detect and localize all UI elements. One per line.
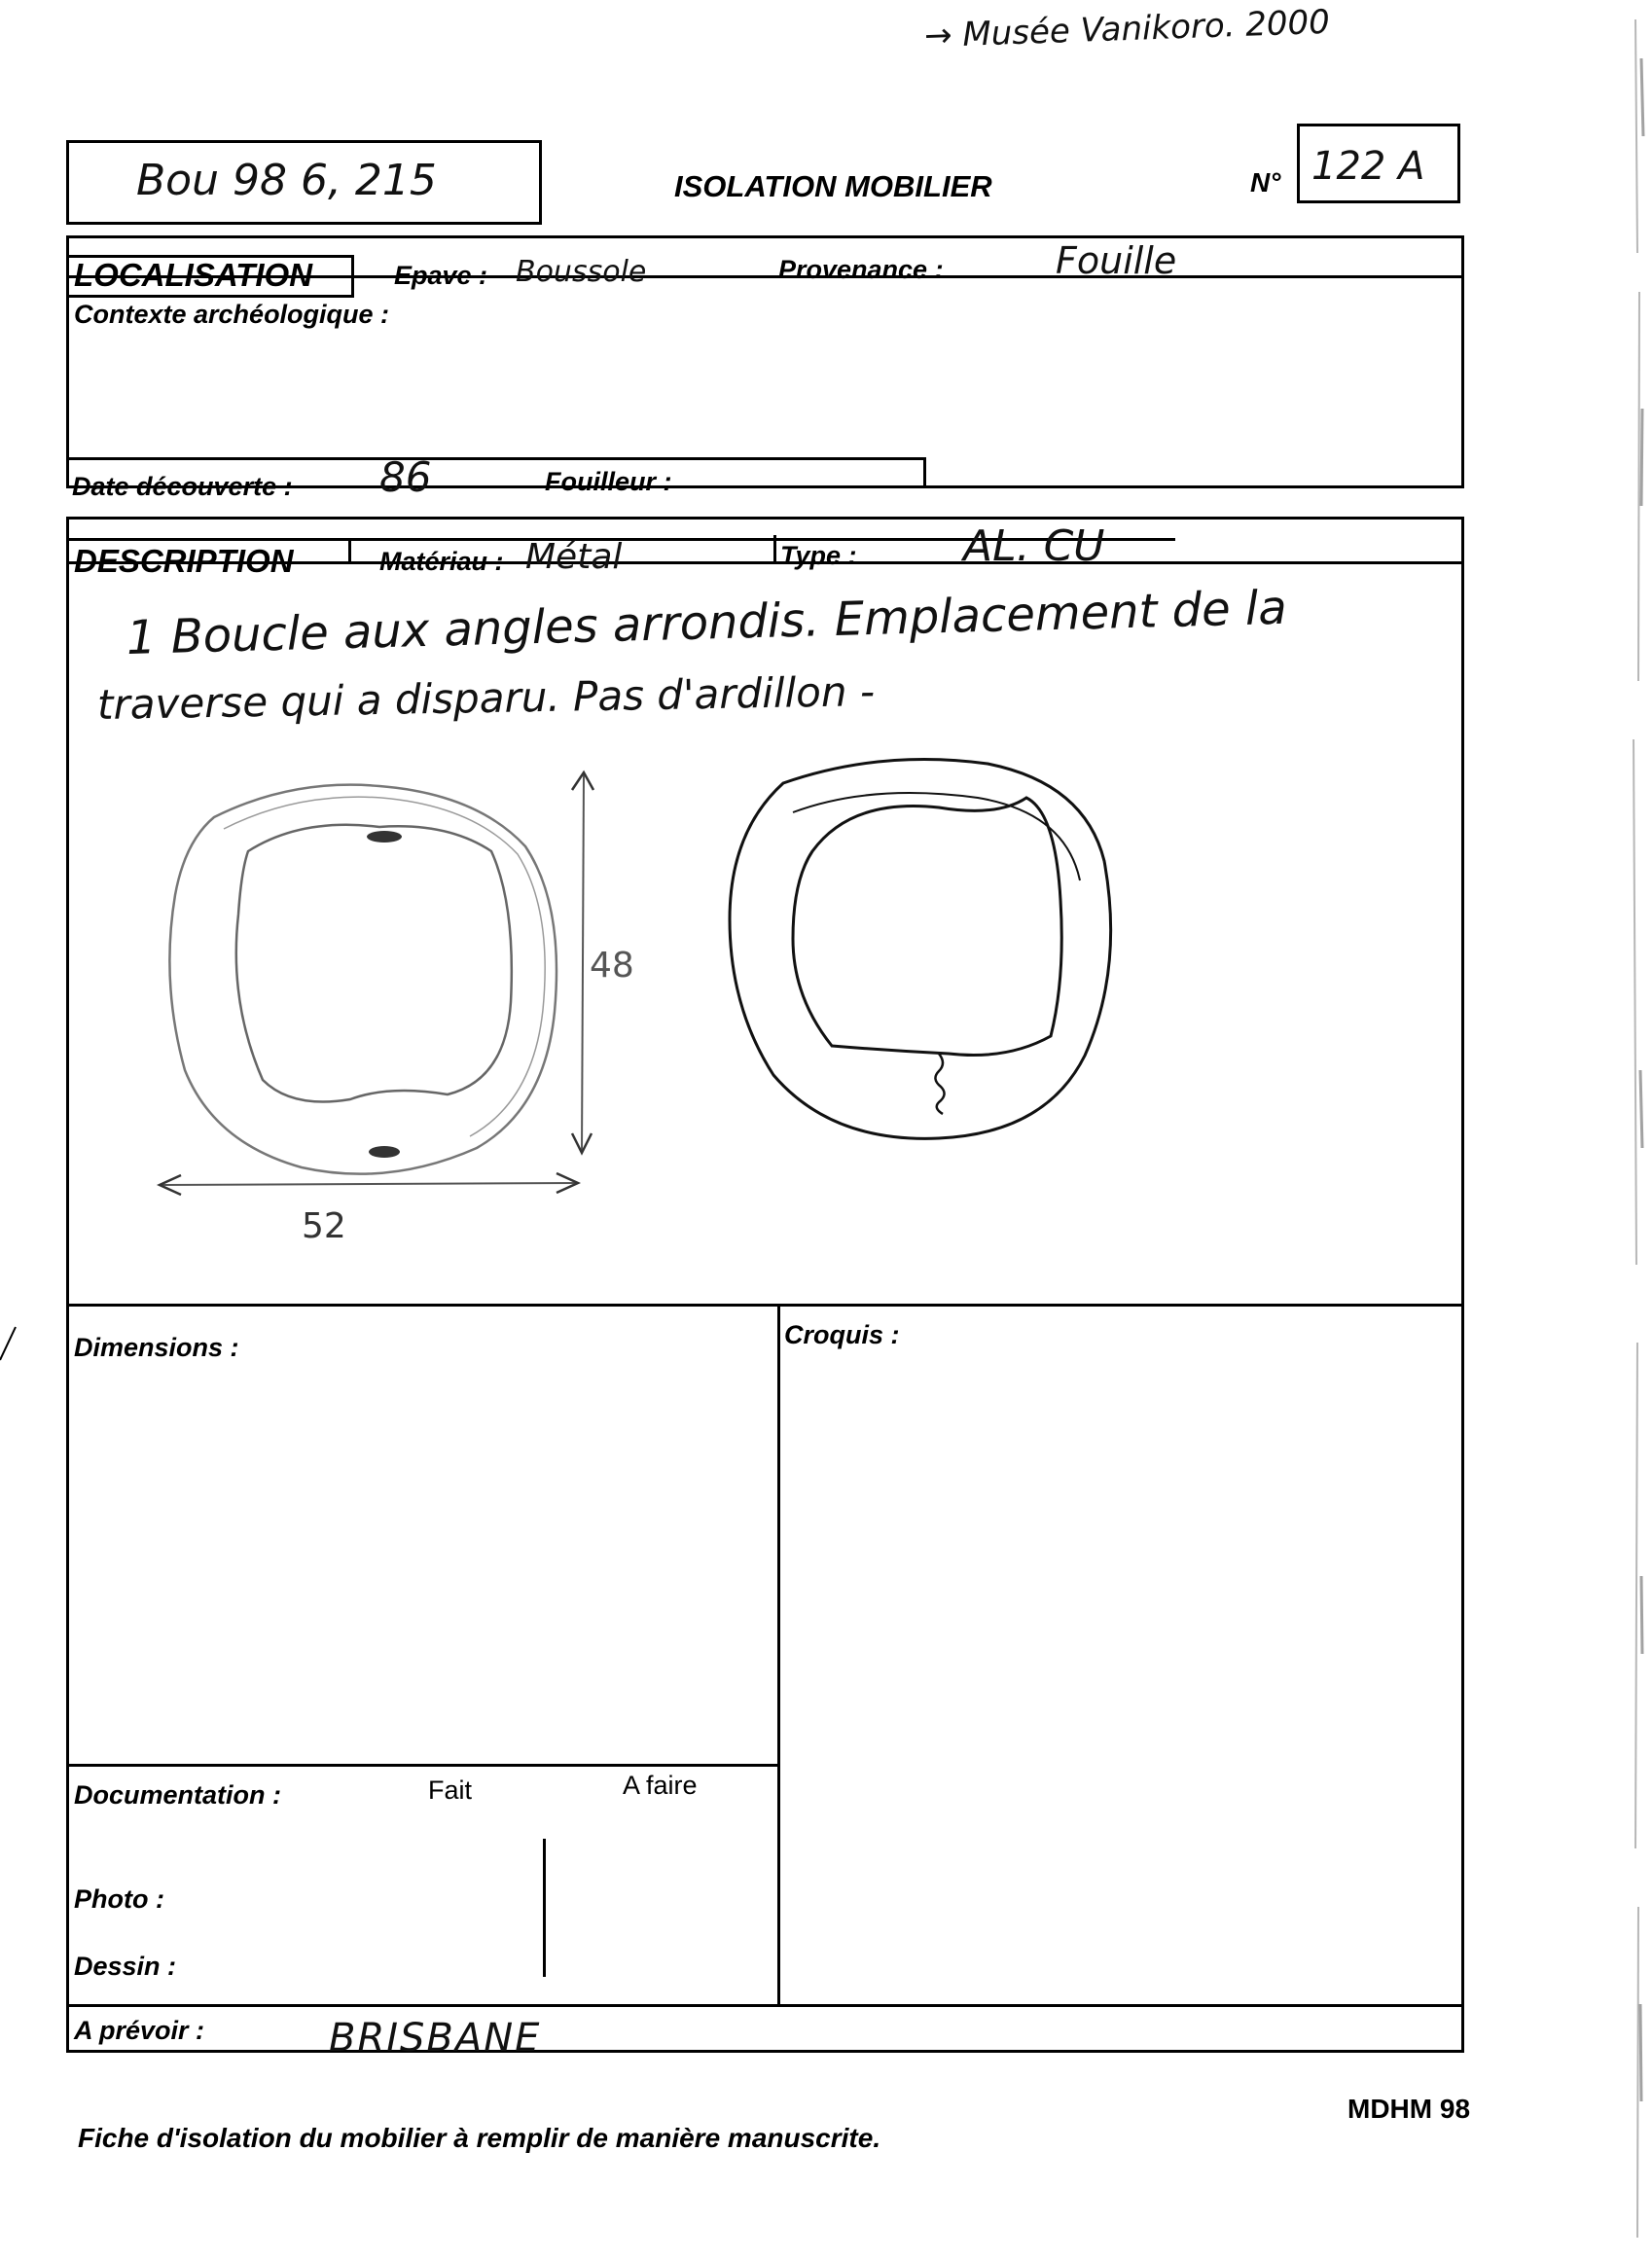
description-heading: DESCRIPTION [74, 543, 294, 579]
epave-value: Boussole [516, 255, 647, 289]
documentation-rule [66, 1764, 779, 1767]
contexte-label: Contexte archéologique : [74, 300, 390, 329]
width-arrow [156, 1167, 584, 1197]
croquis-label: Croquis : [784, 1320, 900, 1349]
materiau-label: Matériau : [379, 547, 504, 576]
photo-label: Photo : [74, 1884, 164, 1914]
prevoir-rule [66, 2004, 1464, 2007]
type-value: AL. CU [963, 521, 1105, 571]
scan-edge [1598, 0, 1652, 2259]
description-lower-rule [66, 1304, 1464, 1307]
description-text-line1: 1 Boucle aux angles arrondis. Emplacement de la [126, 580, 1288, 665]
documentation-column-divider [543, 1839, 546, 1977]
epave-label: Epave : [394, 261, 488, 290]
description-heading-divider [348, 538, 351, 563]
height-label: 48 [590, 946, 634, 986]
prevoir-value: BRISBANE [329, 2016, 542, 2061]
footer-caption: Fiche d'isolation du mobilier à remplir de manière manuscrite. [78, 2123, 881, 2153]
dimensions-label: Dimensions : [74, 1333, 239, 1362]
fouilleur-label: Fouilleur : [545, 467, 672, 496]
width-label: 52 [302, 1206, 346, 1246]
date-label: Date découverte : [72, 472, 293, 501]
margin-tick [0, 1323, 19, 1362]
dessin-label: Dessin : [74, 1952, 177, 1981]
prevoir-label: A prévoir : [74, 2016, 205, 2045]
dimensions-croquis-divider [777, 1304, 780, 2004]
buckle-sketch-front [156, 759, 603, 1206]
localisation-heading: LOCALISATION [74, 257, 313, 293]
buckle-sketch-back [715, 744, 1143, 1153]
provenance-value: Fouille [1056, 239, 1177, 282]
fait-label: Fait [428, 1775, 473, 1805]
ref-code: Bou 98 6, 215 [136, 156, 437, 205]
date-value: 86 [379, 453, 432, 501]
materiau-value: Métal [525, 537, 623, 577]
form-title: ISOLATION MOBILIER [674, 169, 992, 203]
description-text-line2: traverse qui a disparu. Pas d'ardillon - [96, 667, 876, 729]
documentation-label: Documentation : [74, 1780, 281, 1810]
type-label: Type : [780, 541, 857, 570]
provenance-label: Provenance : [778, 255, 944, 284]
number-value: 122 A [1311, 144, 1425, 189]
top-museum-note: → Musée Vanikoro. 2000 [923, 2, 1331, 56]
number-label: N° [1250, 167, 1281, 197]
footer-code: MDHM 98 [1347, 2094, 1471, 2124]
a-faire-label: A faire [623, 1771, 698, 1800]
